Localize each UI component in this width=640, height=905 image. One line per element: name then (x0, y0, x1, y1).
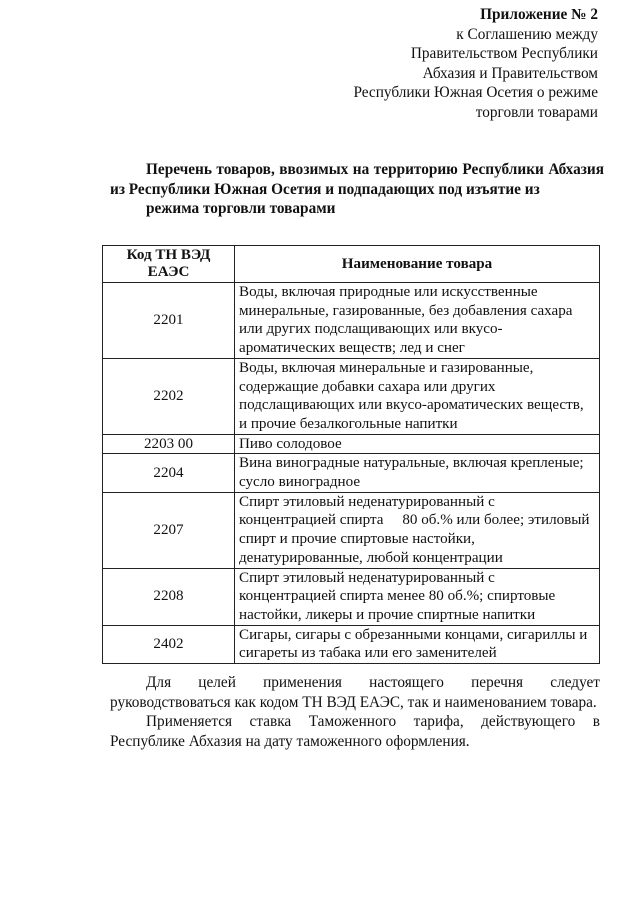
goods-table (102, 245, 600, 664)
name-line: концентрацией спирта 80 об.% или более; этиловый (239, 512, 590, 529)
cell-name (235, 283, 600, 359)
header-code (103, 246, 235, 283)
cell-code: 2208 (103, 568, 235, 625)
name-line: Сигары, сигары с обрезанными концами, сигариллы и (239, 626, 588, 643)
heading-line: режима торговли товарами (146, 200, 336, 217)
name-line: настойки, ликеры и прочие спиртные напитки (239, 606, 536, 623)
cell-name (235, 454, 600, 492)
table-row (103, 625, 600, 663)
note-paragraph: Для целей применения настоящего перечня следует руководствоваться как кодом ТН ВЭД ЕАЭС, так и наименованием товара. (110, 674, 600, 711)
table-header-row (103, 246, 600, 283)
name-line: сусло виноградное (239, 474, 361, 491)
appendix-line: Правительством Республики (410, 45, 598, 63)
notes-section (110, 673, 600, 751)
header-name: Наименование товара (235, 246, 600, 283)
name-line: ароматических веществ; лед и снег (239, 340, 465, 357)
appendix-header (353, 5, 598, 123)
name-line: Спирт этиловый неденатурированный с (239, 493, 495, 510)
cell-code: 2204 (103, 454, 235, 492)
header-code-line: Код ТН ВЭД (126, 247, 211, 263)
name-line: Пиво солодовое (239, 435, 342, 452)
appendix-line: торговли товарами (475, 103, 598, 121)
name-line: подслащивающих или вкусо-ароматических веществ, (239, 397, 584, 414)
cell-code: 2201 (103, 283, 235, 359)
table-row (103, 358, 600, 434)
name-line: сигареты из табака или его заменителей (239, 645, 497, 662)
name-line: денатурированные, любой концентрации (239, 549, 503, 566)
cell-name (235, 568, 600, 625)
name-line: минеральные, газированные, без добавления сахара (239, 302, 573, 319)
table-row (103, 492, 600, 568)
cell-name (235, 434, 600, 454)
name-line: концентрацией спирта менее 80 об.%; спиртовые (239, 588, 556, 605)
cell-name (235, 358, 600, 434)
name-line: спирт и прочие спиртовые настойки, (239, 531, 475, 548)
heading-line: из Республики Южная Осетия и подпадающих под изъятие из (110, 180, 540, 198)
cell-code: 2207 (103, 492, 235, 568)
cell-code: 2402 (103, 625, 235, 663)
name-line: содержащие добавки сахара или других (239, 378, 496, 395)
cell-code: 2202 (103, 358, 235, 434)
cell-code: 2203 00 (103, 434, 235, 454)
name-line: Спирт этиловый неденатурированный с (239, 569, 495, 586)
table-row (103, 454, 600, 492)
appendix-line: Республики Южная Осетия о режиме (353, 84, 598, 102)
table-row (103, 283, 600, 359)
appendix-line: к Соглашению между (456, 25, 598, 43)
document-heading (110, 160, 604, 219)
name-line: и прочие безалкогольные напитки (239, 415, 458, 432)
heading-line: Перечень товаров, ввозимых на территорию Республики Абхазия (146, 161, 604, 178)
appendix-title: Приложение № 2 (480, 6, 598, 23)
name-line: Воды, включая природные или искусственные (239, 284, 538, 300)
name-line: или других подслащивающих или вкусо- (239, 321, 503, 338)
name-line: Вина виноградные натуральные, включая крепленые; (239, 455, 584, 472)
header-code-line: ЕАЭС (147, 264, 190, 280)
table-row (103, 434, 600, 454)
table-row (103, 568, 600, 625)
cell-name (235, 492, 600, 568)
cell-name (235, 625, 600, 663)
appendix-line: Абхазия и Правительством (422, 64, 598, 82)
name-line: Воды, включая минеральные и газированные, (239, 359, 534, 376)
note-paragraph: Применяется ставка Таможенного тарифа, действующего в Республике Абхазия на дату таможенного оформления. (110, 713, 600, 750)
